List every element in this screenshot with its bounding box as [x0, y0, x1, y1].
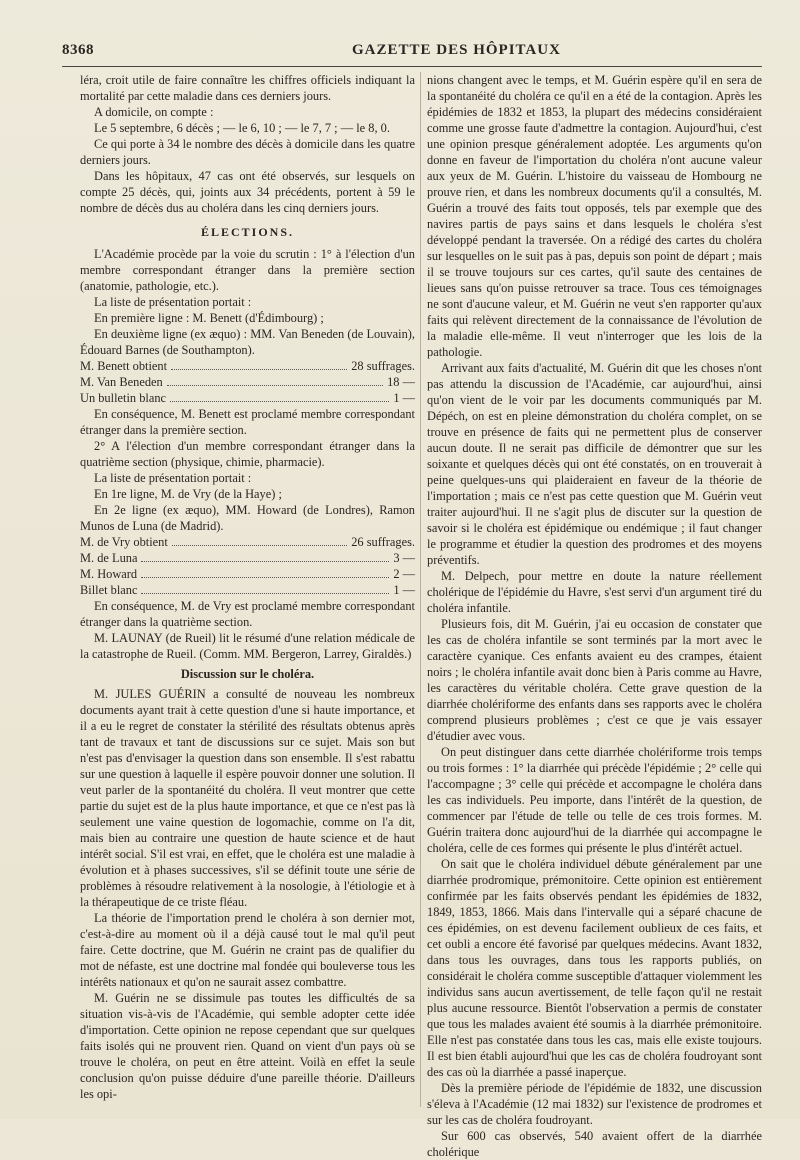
leader-dots: [141, 582, 389, 594]
header-rule: [62, 66, 762, 67]
section-heading-discussion: Discussion sur le choléra.: [180, 667, 315, 681]
paragraph: 2° A l'élection d'un membre correspondant étranger dans la quatrième section (physique, chimie, pharmacie).: [80, 439, 415, 469]
vote-result-row: [80, 374, 415, 390]
paragraph: Plusieurs fois, dit M. Guérin, j'ai eu occasion de constater que les cas de choléra infantile se sont terminés par la mort avec le caractère cyanique. Ces enfants avaient eu des crampes, étaient noirs ; le choléra infantile avait donc bien à Paris comme au Havre, les caractères du véritable choléra. Cette grave question de la diarrhée cholériforme des enfants dans ses rapports avec le choléra comprend plusieurs problèmes ; c'est ce que je vais essayer d'étudier avec vous.: [427, 617, 762, 743]
vote-name: M. Benett obtient: [80, 359, 168, 373]
vote-count: 28 suffrages.: [351, 359, 415, 373]
paragraph: En conséquence, M. Benett est proclamé membre correspondant étranger dans la première section.: [80, 407, 415, 437]
paragraph: Dans les hôpitaux, 47 cas ont été observés, sur lesquels on compte 25 décès, qui, joints aux 34 précédents, portent à 59 le nombre de décès dus au choléra dans les cinq derniers jours.: [80, 169, 415, 215]
paragraph: On peut distinguer dans cette diarrhée cholériforme trois temps ou trois formes : 1° la diarrhée qui précède l'épidémie ; 2° celle qui l'accompagne ; 3° celle qui précède et accompagne le choléra dans les cas individuels. Peu importe, dans l'intérêt de la question, de commencer par l'étude de telle ou telle de ces trois formes. M. Guérin traitera donc aujourd'hui de la diarrhée qui accompagne le choléra, celle de ces formes qui présente le plus d'intérêt actuel.: [427, 745, 762, 855]
paragraph: M. LAUNAY (de Rueil) lit le résumé d'une relation médicale de la catastrophe de Rueil. (Comm. MM. Bergeron, Larrey, Giraldès.): [80, 631, 415, 661]
leader-dots: [167, 374, 383, 386]
leader-dots: [141, 566, 389, 578]
leader-dots: [171, 358, 347, 370]
paragraph: L'Académie procède par la voie du scrutin : 1° à l'élection d'un membre correspondant étranger dans la première section (anatomie, pathologie, etc.).: [80, 247, 415, 293]
paragraph: Sur 600 cas observés, 540 avaient offert de la diarrhée cholérique: [427, 1129, 762, 1159]
vote-name: M. Van Beneden: [80, 375, 163, 389]
paragraph: M. JULES GUÉRIN a consulté de nouveau les nombreux documents ayant trait à cette question d'une si haute importance, et il a eu le regret de constater la stérilité des résultats obtenus après tant de travaux et tant de discussions sur ce sujet. Mais son but n'est pas d'envisager la question dans son ensemble. Il s'est rabattu sur une question à laquelle il espère pouvoir donner une solution. Il veut parler de la spontanéité du choléra. Il veut montrer que cette partie du sujet est de la plus haute importance, et que ce n'est pas là seulement une vaine question de logomachie, comme on l'a dit, mais bien au contraire une question de haute science et de haut intérêt social. S'il est vrai, en effet, que le choléra est une maladie à évolution et à phases successives, s'il se définit toute une série de problèmes à résoudre relativement à la nosologie, à l'étiologie et à la thérapeutique de ce triste fléau.: [80, 687, 415, 909]
paragraph: M. Guérin ne se dissimule pas toutes les difficultés de sa situation vis-à-vis de l'Académie, qui semble adopter cette idée d'importation. Cette opinion ne repose cependant que sur quelques faits isolés qui ne prouvent rien. Quand on vient d'un pays où se trouve le choléra, on peut en être atteint. Voilà en effet la seule conclusion qu'on puisse déduire d'une pareille théorie. D'ailleurs les opi-: [80, 991, 415, 1101]
vote-name: Billet blanc: [80, 583, 138, 597]
vote-count: 26 suffrages.: [351, 535, 415, 549]
leader-dots: [170, 390, 389, 402]
paragraph: nions changent avec le temps, et M. Guérin espère qu'il en sera de la spontanéité du choléra ce qu'il en a été de la contagion. Après les épidémies de 1832 et 1853, la plupart des médecins considéraient comme une grosse faute d'admettre la contagion. Aujourd'hui, c'est une opinion presque généralement adoptée. Les arguments qu'on donne en faveur de l'importation du choléra n'ont aucune valeur aux yeux de M. Guérin. L'histoire du vaisseau de Hombourg ne prouve rien, et dans les nombreux documents qu'il a consultés, M. Guérin a trouvé des faits tout opposés, tels par exemple que des navires partis de pays sains et dans lesquels le choléra s'est développé pendant la traversée. On a rédigé des cartes du choléra sur lesquelles on le suit pas à pas, depuis son point de départ ; mais il se trouve toujours sur ces cartes, qu'il saute des centaines de lieues sans qu'on puisse retrouver sa trace. Tous ces témoignages ne sont d'aucune valeur, et M. Guérin ne veut s'en rapporter qu'aux faits qui relèvent directement de la connaissance de l'évolution de la maladie elle-même. Il veut n'interroger que les lois de la pathologie.: [427, 73, 762, 359]
vote-count: 2 —: [393, 567, 415, 581]
vote-name: M. Howard: [80, 567, 138, 581]
leader-dots: [172, 534, 347, 546]
paragraph: La liste de présentation portait :: [94, 471, 252, 485]
paragraph: Le 5 septembre, 6 décès ; — le 6, 10 ; — le 7, 7 ; — le 8, 0.: [94, 121, 390, 135]
section-heading-elections: ÉLECTIONS.: [200, 225, 295, 239]
paragraph: En première ligne : M. Benett (d'Édimbourg) ;: [94, 311, 324, 325]
column-divider: [420, 72, 421, 1107]
paragraph: léra, croit utile de faire connaître les chiffres officiels indiquant la mortalité par cette maladie dans ces derniers jours.: [80, 73, 415, 103]
paragraph: La théorie de l'importation prend le choléra à son dernier mot, c'est-à-dire au moment où il a déjà causé tout le mal qu'il peut faire. Cette doctrine, que M. Guérin ne craint pas de qualifier du mot de néfaste, est une doctrine mal fondée qui bouleverse tous les intérêts nationaux et qu'on ne saurait assez combattre.: [80, 911, 415, 989]
vote-count: 3 —: [393, 551, 415, 565]
page-header: [62, 42, 762, 62]
vote-result-row: [80, 566, 415, 582]
paragraph: En deuxième ligne (ex æquo) : MM. Van Beneden (de Louvain), Édouard Barnes (de Southampton).: [80, 327, 415, 357]
paragraph: La liste de présentation portait :: [94, 295, 252, 309]
paragraph: En 1re ligne, M. de Vry (de la Haye) ;: [94, 487, 282, 501]
vote-count: 1 —: [393, 391, 415, 405]
left-column: [80, 72, 415, 1112]
vote-result-row: [80, 582, 415, 598]
leader-dots: [141, 550, 389, 562]
paragraph: En conséquence, M. de Vry est proclamé membre correspondant étranger dans la quatrième section.: [80, 599, 415, 629]
journal-title: GAZETTE DES HÔPITAUX: [352, 42, 561, 58]
paragraph: Arrivant aux faits d'actualité, M. Guérin dit que les choses n'ont pas attendu la discussion de l'Académie, car aujourd'hui, ainsi qu'on vient de le voir par les documents communiqués par M. Dépéch, on est en pleine démonstration du choléra complet, on se trouve en présence de faits qui ne permettent plus de conserver aucun doute. Il ne serait pas difficile de démontrer que sur les soixante et quelques décès qui ont été constatés, on en trouverait à peine quelques-uns qui plaideraient en faveur de la théorie de l'importation ; mais ce n'est pas cette question que M. Guérin veut traiter aujourd'hui. Il ne s'agit plus de discuter sur la question de savoir si le choléra est épidémique ou endémique ; il faut changer le programme et étudier la question des prodromes et des moyens préventifs.: [427, 361, 762, 567]
paragraph: En 2e ligne (ex æquo), MM. Howard (de Londres), Ramon Munos de Luna (de Madrid).: [80, 503, 415, 533]
vote-name: Un bulletin blanc: [80, 391, 167, 405]
vote-result-row: [80, 390, 415, 406]
vote-result-row: [80, 550, 415, 566]
vote-count: 18 —: [387, 375, 415, 389]
page-number: 8368: [62, 42, 94, 58]
paragraph: A domicile, on compte :: [94, 105, 214, 119]
vote-count: 1 —: [393, 583, 415, 597]
right-column: [427, 72, 762, 1159]
paragraph: M. Delpech, pour mettre en doute la nature réellement cholérique de l'épidémie du Havre, s'est servi d'un argument tiré du choléra infantile.: [427, 569, 762, 615]
vote-name: M. de Vry obtient: [80, 535, 168, 549]
paragraph: Ce qui porte à 34 le nombre des décès à domicile dans les quatre derniers jours.: [80, 137, 415, 167]
vote-result-row: [80, 534, 415, 550]
vote-result-row: [80, 358, 415, 374]
paragraph: On sait que le choléra individuel débute généralement par une diarrhée prodromique, prémonitoire. Cette opinion est entièrement confirmée par les faits observés pendant les épidémies de 1832, 1849, 1853, 1866. Mais dans l'intervalle qui a séparé chacune de ces épidémies, on est devenu facilement oublieux de ces faits, et cet oubli a encore été favorisé par quelques médecins. Avant 1832, dans tous les ouvrages, dans tous les rapports publiés, on considérait le choléra comme susceptible d'attaquer violemment les individus sans aucun avertissement, de telle façon qu'il ne restait plus aucune ressource. Bientôt l'observation a permis de constater que tous les malades avaient été soumis à la diarrhée prémonitoire. Elle n'est pas constatée dans tous les cas, mais elle existe toujours. Il est bien établi aujourd'hui que les cas de choléra foudroyant sont des cas où la diarrhée a passé inaperçue.: [427, 857, 762, 1079]
vote-name: M. de Luna: [80, 551, 138, 565]
paragraph: Dès la première période de l'épidémie de 1832, une discussion s'éleva à l'Académie (12 mai 1832) sur l'existence de prodromes et sur les cas de choléra foudroyant.: [427, 1081, 762, 1127]
